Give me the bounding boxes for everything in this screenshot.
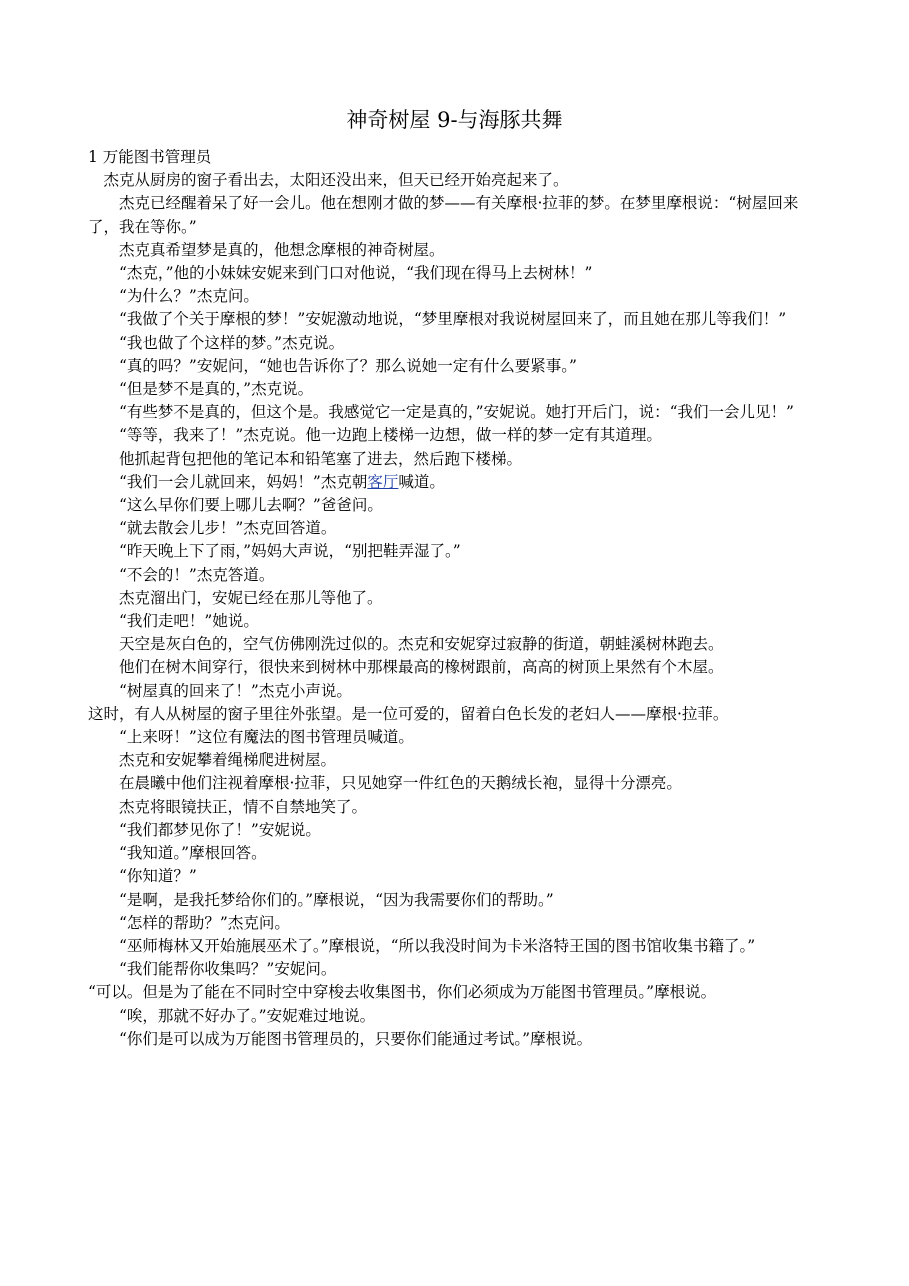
document-title: 神奇树屋 9-与海豚共舞 <box>346 108 563 132</box>
paragraph-text: “为什么？”杰克问。 <box>119 287 259 306</box>
paragraph <box>88 424 826 447</box>
paragraph-text: 喊道。 <box>398 472 445 491</box>
paragraph-text: 杰克将眼镜扶正，情不自禁地笑了。 <box>119 797 368 816</box>
paragraph-text: “巫师梅林又开始施展巫术了。”摩根说，“所以我没时间为卡米洛特王国的图书馆收集书籍了。” <box>119 936 756 955</box>
paragraph <box>88 912 826 935</box>
paragraph-text: 这时，有人从树屋的窗子里往外张望。是一位可爱的，留着白色长发的老妇人——摩根·拉菲。 <box>88 704 729 723</box>
paragraph-text: 杰克和安妮攀着绳梯爬进树屋。 <box>119 751 337 770</box>
paragraph-text: “可以。但是为了能在不同时空中穿梭去收集图书，你们必须成为万能图书管理员。”摩根说。 <box>88 983 717 1002</box>
paragraph <box>88 610 826 633</box>
paragraph-text: “就去散会儿步！”杰克回答道。 <box>119 519 337 538</box>
paragraph <box>88 889 826 912</box>
paragraph-text: 他们在树木间穿行，很快来到树林中那棵最高的橡树跟前，高高的树顶上果然有个木屋。 <box>119 658 724 677</box>
paragraph <box>88 192 826 238</box>
paragraph <box>88 540 826 563</box>
paragraph <box>88 308 826 331</box>
paragraph-text: “你知道？” <box>119 867 197 886</box>
paragraph-text: “我们一会儿就回来，妈妈！”杰克朝 <box>119 472 368 491</box>
paragraph <box>88 239 826 262</box>
paragraph <box>88 935 826 958</box>
paragraph-text: “但是梦不是真的，”杰克说。 <box>119 380 314 399</box>
paragraph-text: “是啊，是我托梦给你们的。”摩根说，“因为我需要你们的帮助。” <box>119 890 554 909</box>
paragraph <box>88 680 826 703</box>
paragraph-text: “你们是可以成为万能图书管理员的，只要你们能通过考试。”摩根说。 <box>119 1029 593 1048</box>
paragraph <box>88 749 826 772</box>
paragraph-text: “昨天晚上下了雨，”妈妈大声说，“别把鞋弄湿了。” <box>119 542 461 561</box>
paragraph <box>88 842 826 865</box>
document-body <box>88 146 826 1051</box>
paragraph <box>88 796 826 819</box>
paragraph-text: “怎样的帮助？”杰克问。 <box>119 913 290 932</box>
paragraph-text: “有些梦不是真的，但这个是。我感觉它一定是真的，”安妮说。她打开后门，说：“我们一会儿见！” <box>119 403 794 422</box>
paragraph <box>88 262 826 285</box>
paragraph <box>88 819 826 842</box>
paragraph <box>88 656 826 679</box>
chapter-heading: 1 万能图书管理员 <box>88 148 212 166</box>
paragraph-text: “我知道。”摩根回答。 <box>119 844 267 863</box>
paragraph-text: 杰克溜出门，安妮已经在那儿等他了。 <box>119 588 383 607</box>
paragraph-text: 杰克已经醒着呆了好一会儿。他在想刚才做的梦——有关摩根·拉菲的梦。在梦里摩根说：“树屋回来了，我在等你。” <box>88 194 799 236</box>
paragraph <box>88 981 826 1004</box>
text-link[interactable]: 客厅 <box>367 472 399 491</box>
paragraph <box>88 958 826 981</box>
paragraph <box>88 378 826 401</box>
paragraph <box>88 772 826 795</box>
paragraph <box>88 726 826 749</box>
paragraph <box>88 401 826 424</box>
paragraph-text: “上来呀！”这位有魔法的图书管理员喊道。 <box>119 728 414 747</box>
paragraph-text: “这么早你们要上哪儿去啊？”爸爸问。 <box>119 496 383 515</box>
paragraph-text: “我们都梦见你了！”安妮说。 <box>119 820 321 839</box>
paragraph <box>88 633 826 656</box>
paragraph <box>88 1005 826 1028</box>
paragraph-text: “我们走吧！”她说。 <box>119 612 259 631</box>
paragraph-text: “唉，那就不好办了。”安妮难过地说。 <box>119 1006 376 1025</box>
paragraph <box>88 587 826 610</box>
paragraph <box>88 865 826 888</box>
paragraph-text: “我们能帮你收集吗？”安妮问。 <box>119 960 337 979</box>
paragraph-text: “等等，我来了！”杰克说。他一边跑上楼梯一边想，做一样的梦一定有其道理。 <box>119 426 662 445</box>
paragraph <box>88 494 826 517</box>
paragraph-text: “不会的！”杰克答道。 <box>119 565 275 584</box>
paragraph <box>88 448 826 471</box>
paragraph-text: 天空是灰白色的，空气仿佛刚洗过似的。杰克和安妮穿过寂静的街道，朝蛙溪树林跑去。 <box>119 635 724 654</box>
paragraph-text: “真的吗？”安妮问，“她也告诉你了？那么说她一定有什么要紧事。” <box>119 356 577 375</box>
paragraph-text: 他抓起背包把他的笔记本和铅笔塞了进去，然后跑下楼梯。 <box>119 449 523 468</box>
paragraph <box>88 169 826 192</box>
paragraph-text: “我做了个关于摩根的梦！”安妮激动地说，“梦里摩根对我说树屋回来了，而且她在那儿等我们！” <box>119 310 787 329</box>
paragraph <box>88 703 826 726</box>
paragraph <box>88 517 826 540</box>
paragraph-text: “我也做了个这样的梦。”杰克说。 <box>119 333 345 352</box>
paragraph <box>88 564 826 587</box>
paragraph <box>88 1028 826 1051</box>
paragraph-text: 杰克从厨房的窗子看出去，太阳还没出来，但天已经开始亮起来了。 <box>103 171 569 190</box>
paragraph <box>88 471 826 494</box>
paragraph-text: 在晨曦中他们注视着摩根·拉菲，只见她穿一件红色的天鹅绒长袍，显得十分漂亮。 <box>119 774 682 793</box>
paragraph <box>88 285 826 308</box>
paragraph-text: “杰克，”他的小妹妹安妮来到门口对他说，“我们现在得马上去树林！” <box>119 264 593 283</box>
paragraph-text: 杰克真希望梦是真的，他想念摩根的神奇树屋。 <box>119 240 445 259</box>
paragraph <box>88 332 826 355</box>
paragraph-text: “树屋真的回来了！”杰克小声说。 <box>119 681 352 700</box>
paragraph <box>88 355 826 378</box>
